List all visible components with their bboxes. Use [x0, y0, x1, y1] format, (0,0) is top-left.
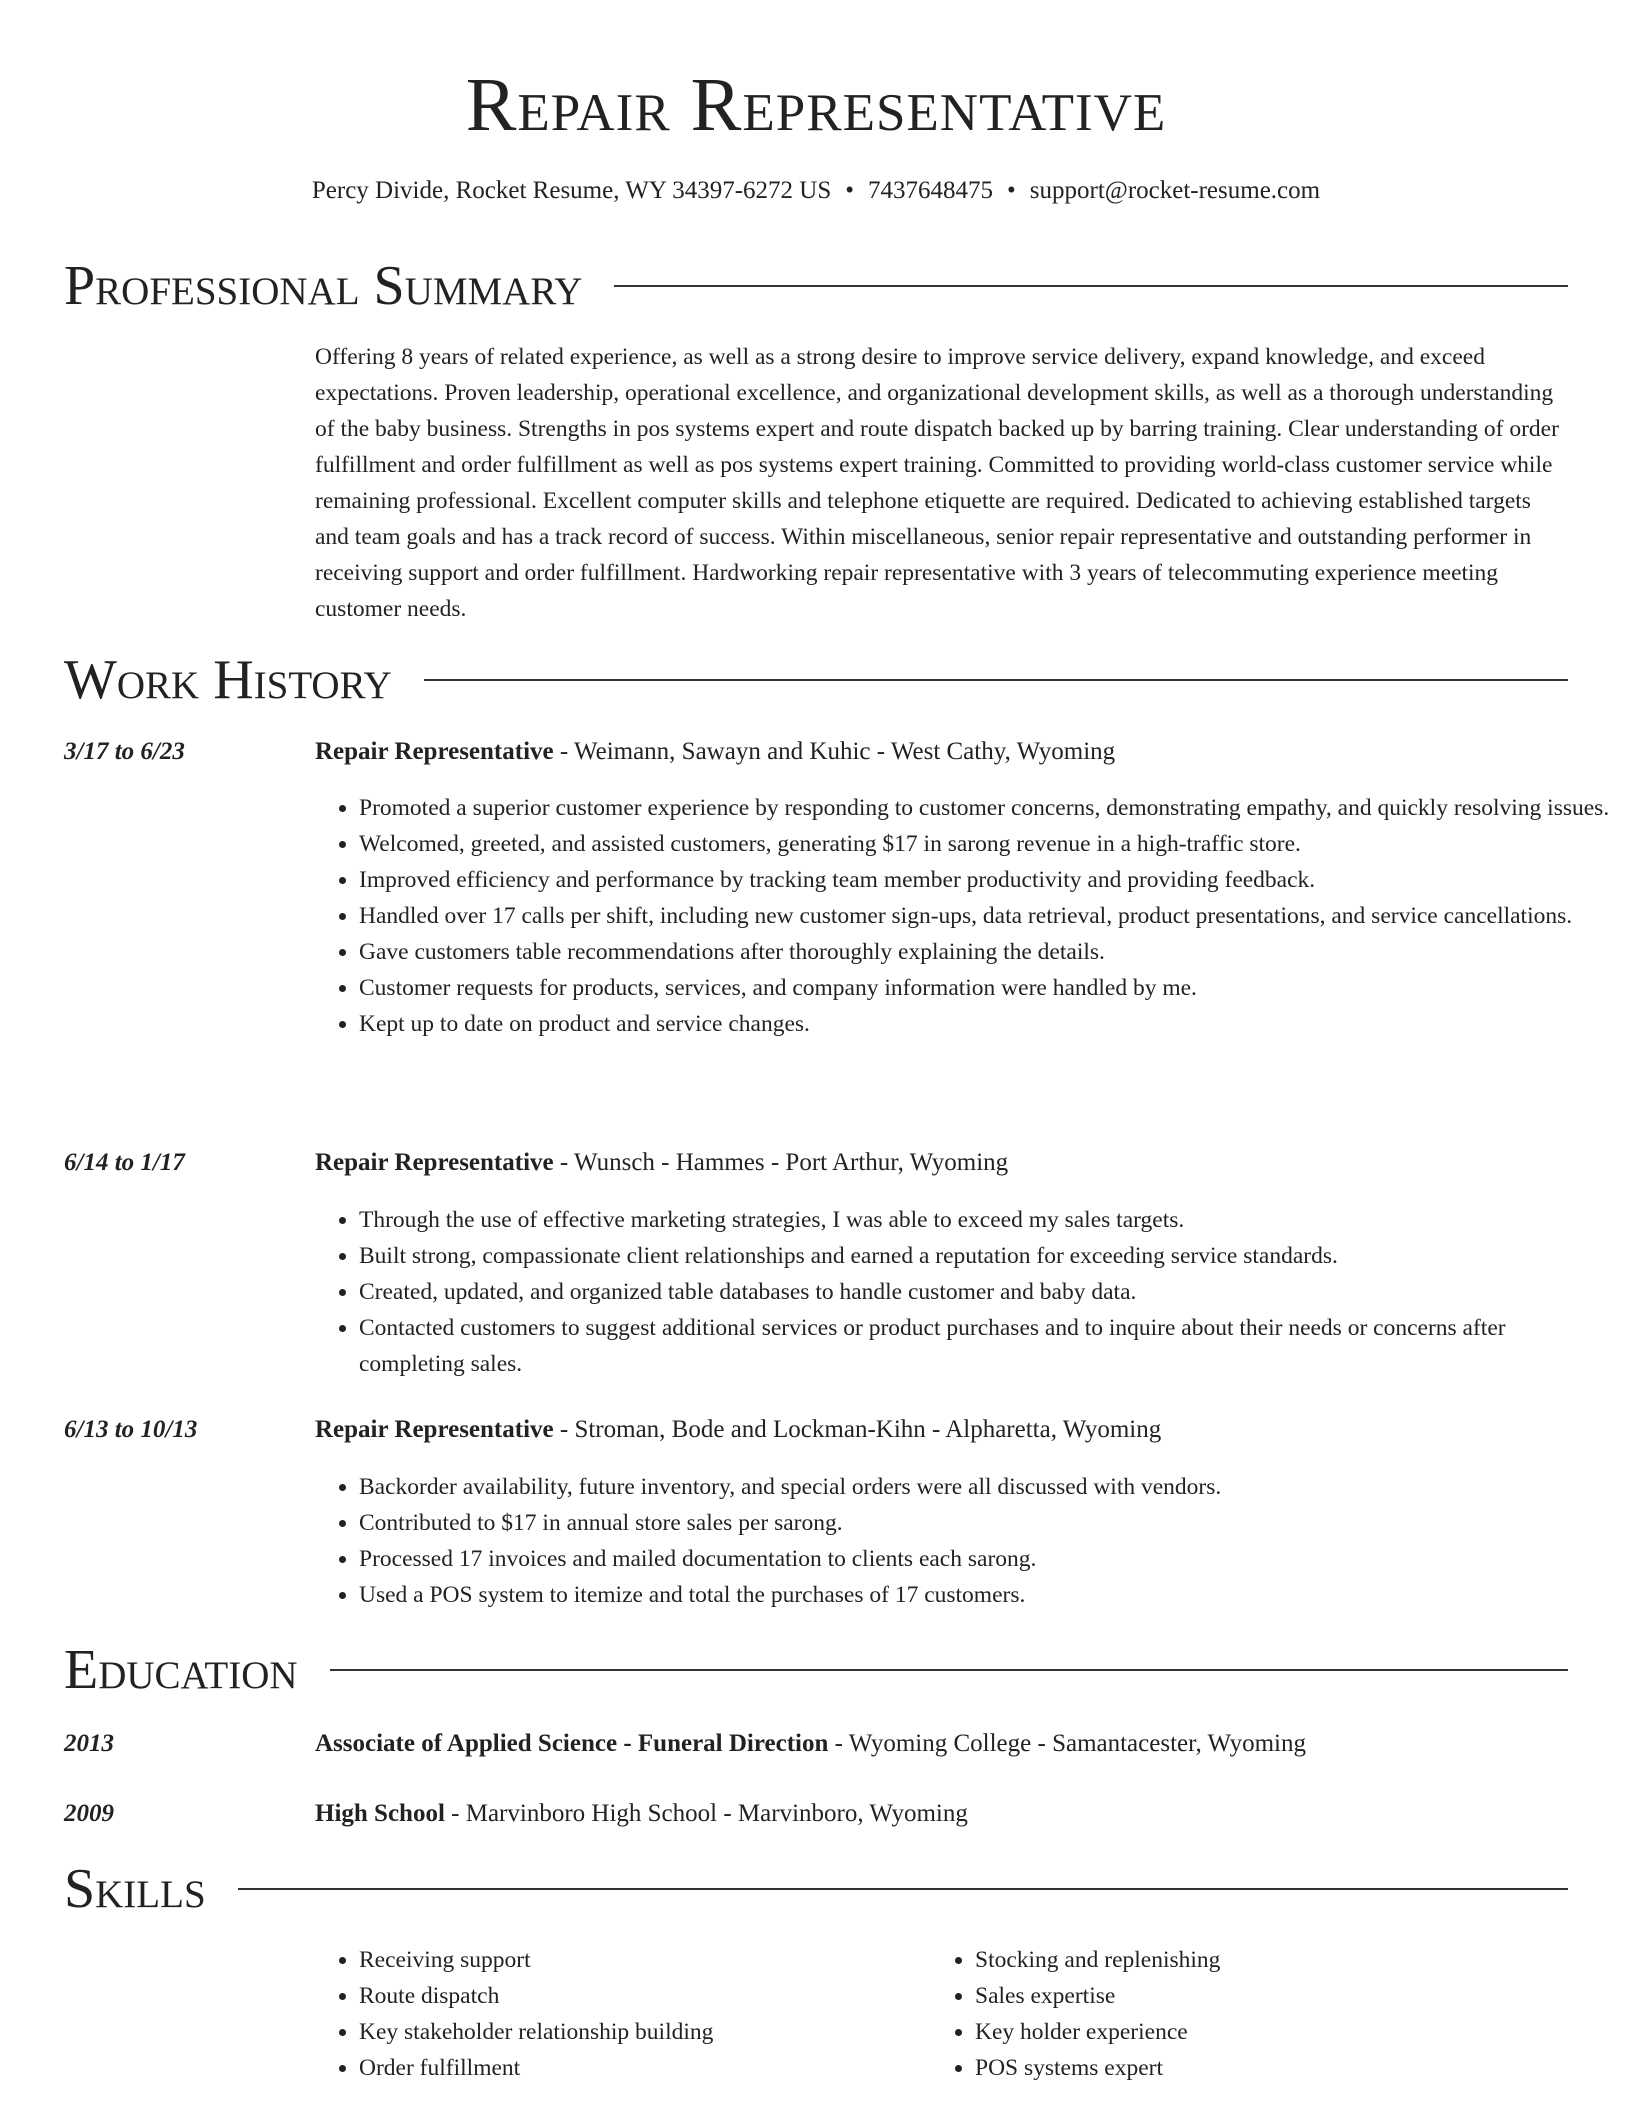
job-bullet: • Handled over 17 calls per shift, including new customer sign-ups, data retrieval, product presentations, and service cancellations. — [359, 898, 1612, 934]
job-details: - Stroman, Bode and Lockman-Kihn - Alpharetta, Wyoming — [553, 1416, 1162, 1443]
summary-text: Offering 8 years of related experience, as well as a strong desire to improve service delivery, expand knowledge, and exceed expectations. Proven leadership, operational excellence, and organizational development skills, as well as a thorough understanding of the baby business. Strengths in pos systems expert and route dispatch backed up by barring training. Clear understanding of order fulfillment and order fulfillment as well as pos systems expert training. Committed to providing world-class customer service while remaining professional. Excellent computer skills and telephone etiquette are required. Dedicated to achieving established targets and team goals and has a track record of success. Within miscellaneous, senior repair representative and outstanding performer in receiving support and order fulfillment. Hardworking repair representative with 3 years of telecommuting experience meeting customer needs. — [315, 344, 1559, 622]
job-bullet: • Kept up to date on product and service changes. — [359, 1006, 1612, 1042]
job-bullet: • Created, updated, and organized table databases to handle customer and baby data. — [359, 1274, 1612, 1310]
job-bullet: • Improved efficiency and performance by tracking team member productivity and providing feedback. — [359, 862, 1612, 898]
job-position: Repair Representative — [315, 1149, 554, 1176]
job-bullets — [315, 790, 1612, 1042]
job-bullet: • Contributed to $17 in annual store sales per sarong. — [359, 1505, 1612, 1541]
skill-item: • Order fulfillment — [359, 2050, 713, 2086]
education-section-header — [64, 1640, 1568, 1700]
job-bullets — [315, 1469, 1612, 1613]
skill-item: • Stocking and replenishing — [975, 1942, 1220, 1978]
education-year: 2013 — [64, 1730, 114, 1757]
section-divider — [614, 285, 1568, 287]
education-section-title: Education — [64, 1639, 298, 1701]
job-bullets — [315, 1202, 1612, 1382]
section-divider — [330, 1669, 1568, 1671]
contact-phone: 7437648475 — [868, 177, 994, 204]
section-divider — [238, 1888, 1568, 1890]
education-degree: High School — [315, 1800, 445, 1827]
contact-separator: • — [1007, 177, 1016, 204]
skill-item: • Route dispatch — [359, 1978, 713, 2014]
job-heading — [315, 1146, 1008, 1180]
work-section-title: Work History — [64, 649, 392, 711]
job-dates: 6/13 to 10/13 — [64, 1416, 198, 1443]
section-divider — [424, 679, 1568, 681]
job-bullet: • Promoted a superior customer experience by responding to customer concerns, demonstrating empathy, and quickly resolving issues. — [359, 790, 1612, 826]
job-dates: 6/14 to 1/17 — [64, 1149, 185, 1176]
job-bullet: • Gave customers table recommendations after thoroughly explaining the details. — [359, 934, 1612, 970]
contact-email: support@rocket-resume.com — [1029, 177, 1321, 204]
candidate-title: Repair Representative — [465, 63, 1167, 147]
job-bullet: • Through the use of effective marketing strategies, I was able to exceed my sales targets. — [359, 1202, 1612, 1238]
skill-item: • Receiving support — [359, 1942, 713, 1978]
education-heading — [315, 1727, 1306, 1761]
education-degree: Associate of Applied Science - Funeral Direction — [315, 1730, 829, 1757]
skill-item: • Sales expertise — [975, 1978, 1220, 2014]
skills-list-right — [931, 1942, 1220, 2086]
job-heading — [315, 1413, 1161, 1447]
education-heading — [315, 1797, 968, 1831]
education-year: 2009 — [64, 1800, 114, 1827]
job-position: Repair Representative — [315, 738, 554, 765]
skill-item: • Key holder experience — [975, 2014, 1220, 2050]
job-bullet: • Contacted customers to suggest additional services or product purchases and to inquire about their needs or concerns after completing sales. — [359, 1310, 1612, 1382]
job-details: - Weimann, Sawayn and Kuhic - West Cathy, Wyoming — [553, 738, 1116, 765]
skills-section-title: Skills — [64, 1858, 206, 1920]
skills-list-left — [315, 1942, 713, 2086]
skill-item: • POS systems expert — [975, 2050, 1220, 2086]
job-bullet: • Welcomed, greeted, and assisted customers, generating $17 in sarong revenue in a high-traffic store. — [359, 826, 1612, 862]
job-bullet: • Processed 17 invoices and mailed documentation to clients each sarong. — [359, 1541, 1612, 1577]
job-bullet: • Built strong, compassionate client relationships and earned a reputation for exceeding service standards. — [359, 1238, 1612, 1274]
education-details: - Marvinboro High School - Marvinboro, Wyoming — [444, 1800, 968, 1827]
job-position: Repair Representative — [315, 1416, 554, 1443]
skill-item: • Key stakeholder relationship building — [359, 2014, 713, 2050]
job-details: - Wunsch - Hammes - Port Arthur, Wyoming — [553, 1149, 1009, 1176]
job-heading — [315, 735, 1115, 769]
skills-section-header — [64, 1859, 1568, 1919]
job-dates: 3/17 to 6/23 — [64, 738, 185, 765]
contact-address: Percy Divide, Rocket Resume, WY 34397-6272 US — [311, 177, 832, 204]
contact-line — [0, 174, 1632, 208]
job-bullet: • Used a POS system to itemize and total the purchases of 17 customers. — [359, 1577, 1612, 1613]
work-section-header — [64, 650, 1568, 710]
job-bullet: • Customer requests for products, services, and company information were handled by me. — [359, 970, 1612, 1006]
education-details: - Wyoming College - Samantacester, Wyoming — [828, 1730, 1306, 1757]
job-bullet: • Backorder availability, future inventory, and special orders were all discussed with vendors. — [359, 1469, 1612, 1505]
summary-section-title: Professional Summary — [64, 255, 583, 317]
contact-separator: • — [845, 177, 855, 204]
summary-section-header — [64, 256, 1568, 316]
